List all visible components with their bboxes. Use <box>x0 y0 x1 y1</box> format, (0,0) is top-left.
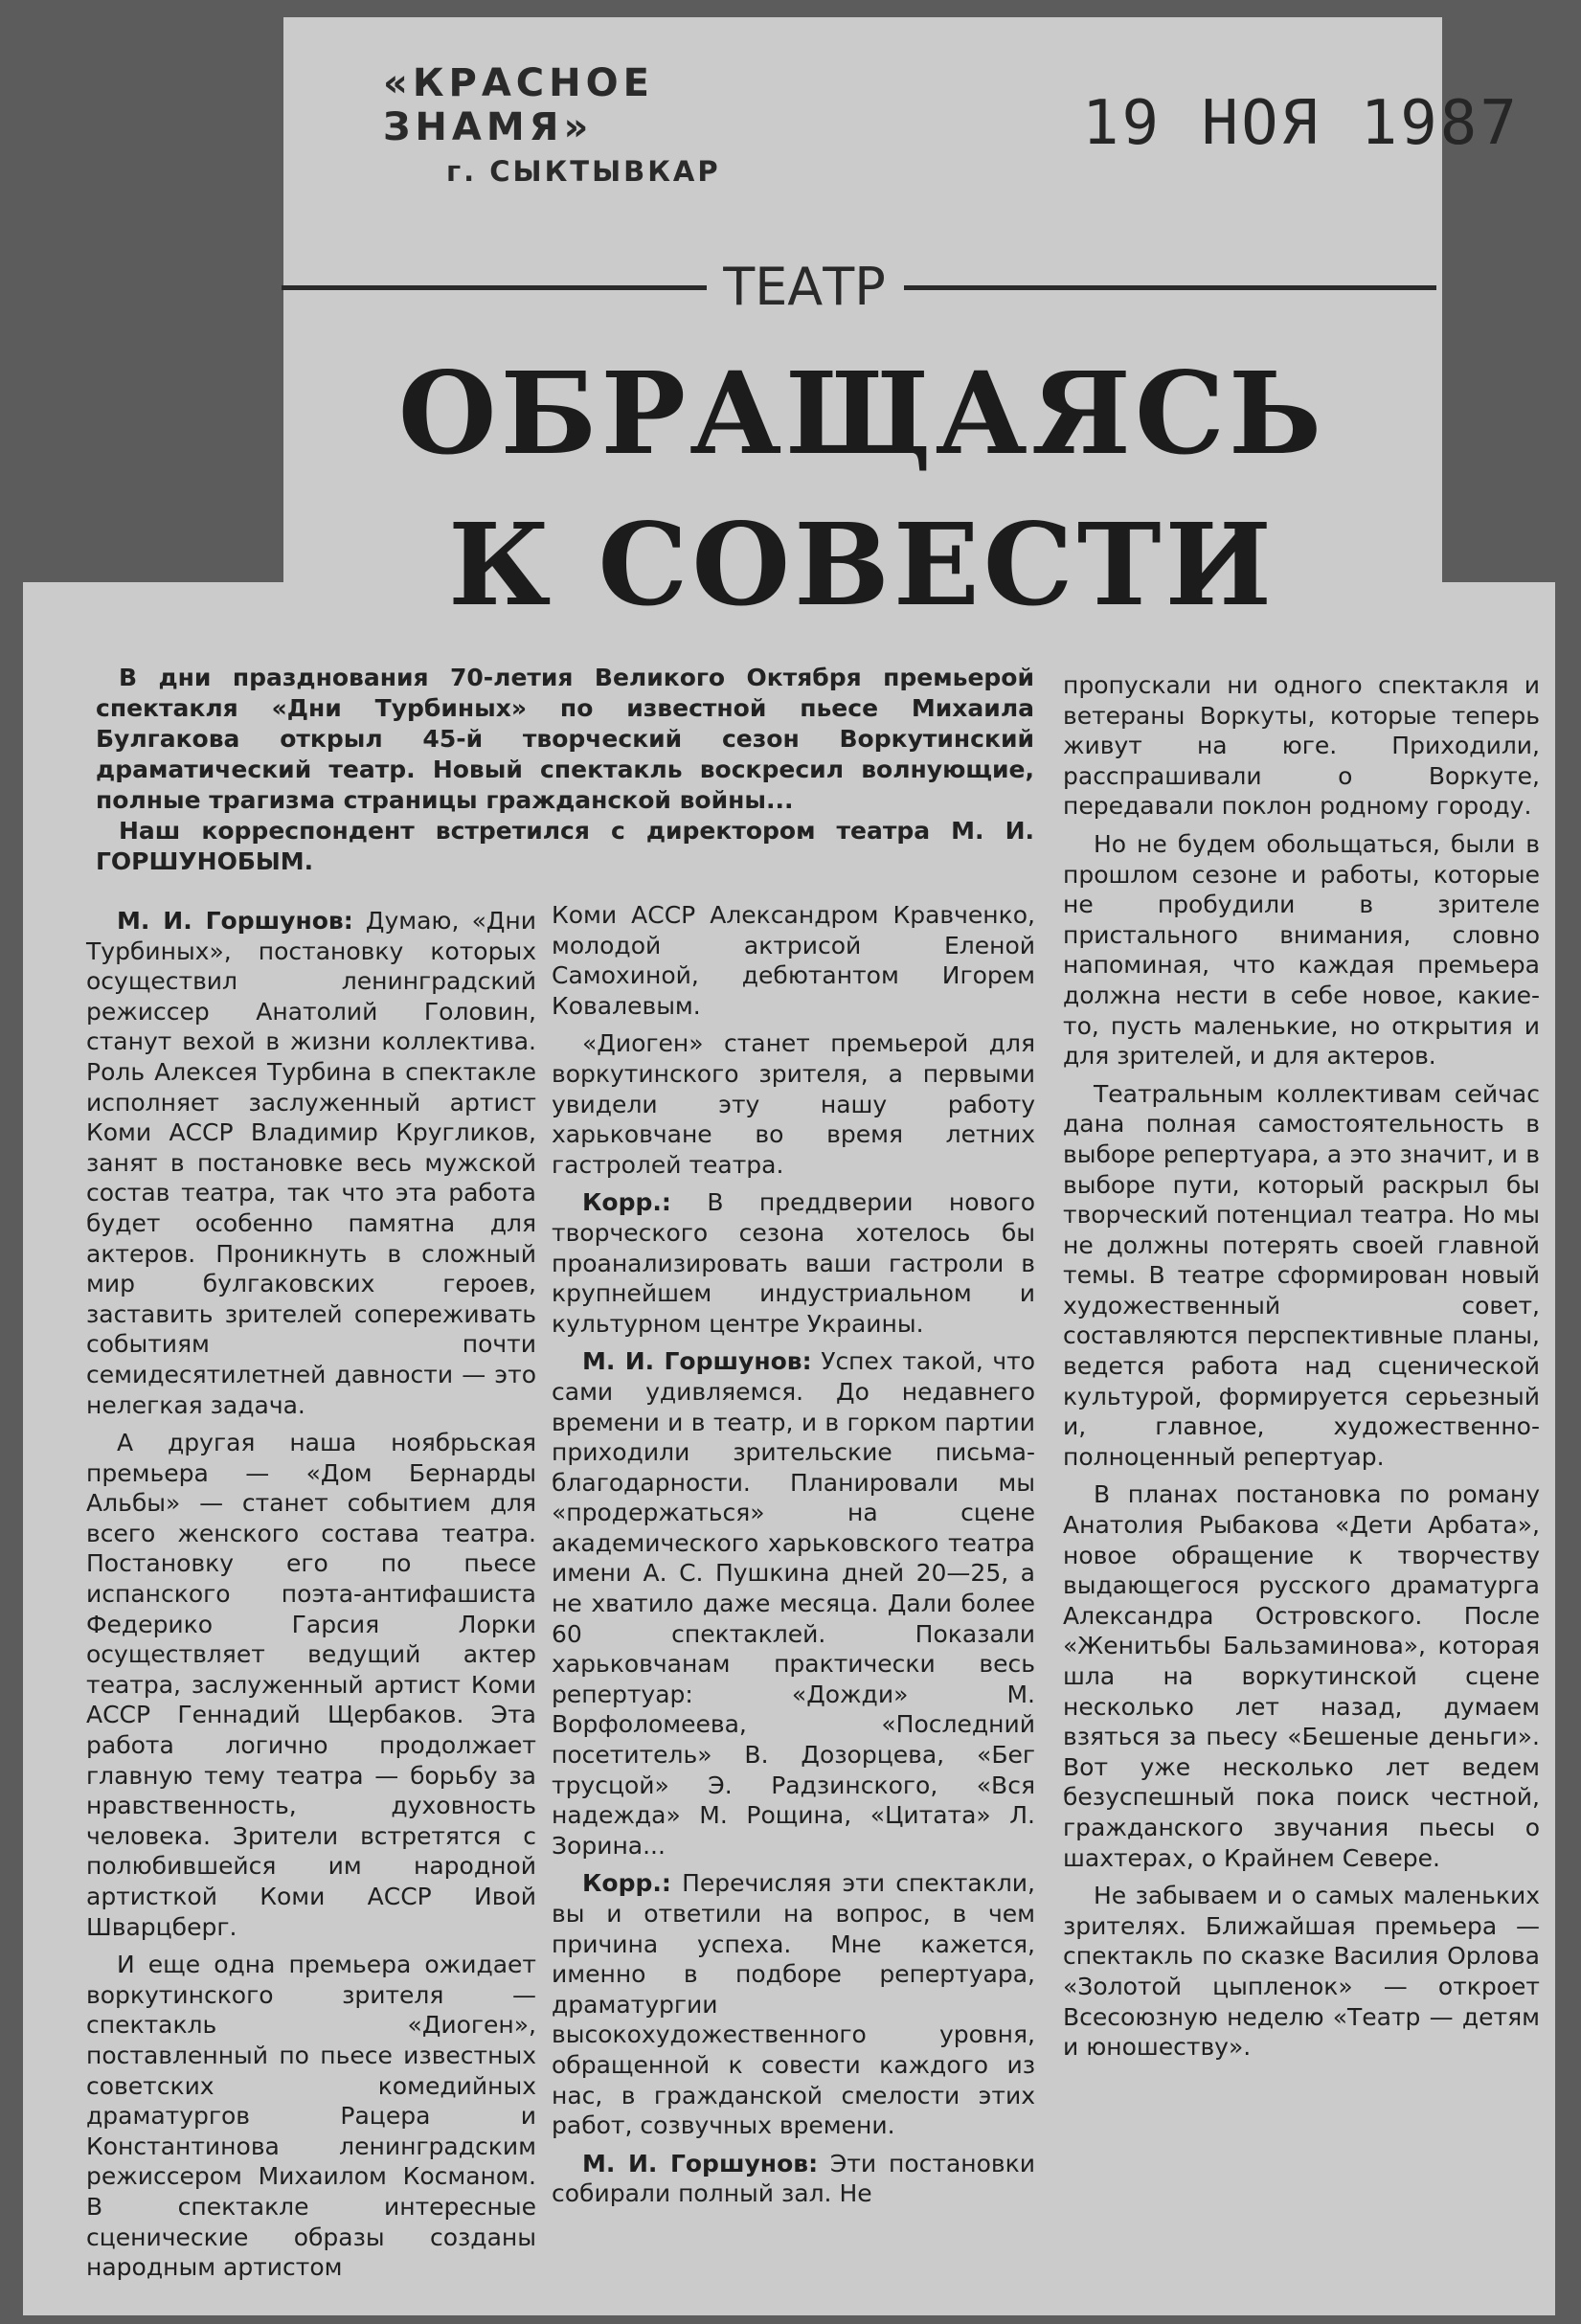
paragraph: Театральным коллективам сейчас дана полная самостоятельность в выборе репертуара, а это значит, и в выборе пути, который раскрыл бы творческий потенциал театра. Но мы не должны потерять своей главной темы. В театре сформирован новый художественный совет, составляются перспективные планы, ведется работа над сценической культурой, формируется серьезный и, главное, художественно-полноценный репертуар. <box>1063 1079 1540 1471</box>
paragraph: Но не будем обольщаться, были в прошлом сезоне и работы, которые не пробудили в зрителе пристального внимания, словно напоминая, что каждая премьера должна нести в себе новое, какие-то, пусть маленькие, но открытия и для зрителей, и для актеров. <box>1063 829 1540 1071</box>
paragraph: Не забываем и о самых маленьких зрителях. Ближайшая премьера — спектакль по сказке Василия Орлова «Золотой цыпленок» — откроет Всесоюзную неделю «Театр — детям и юношеству». <box>1063 1882 1540 2062</box>
article-column-2 <box>552 900 1035 2217</box>
headline-line-1: ОБРАЩАЯСЬ <box>397 347 1326 480</box>
paragraph: И еще одна премьера ожидает воркутинского зрителя — спектакль «Диоген», поставленный по пьесе известных советских комедийных драматургов Рацера и Константинова ленинградским режиссером Михаилом Косманом. В спектакле интересные сценические образы созданы народным артистом <box>86 1951 536 2282</box>
newspaper-stamp <box>383 61 804 188</box>
paragraph <box>552 1868 1035 2140</box>
article-column-1 <box>86 906 536 2290</box>
paragraph: В планах постановка по роману Анатолия Рыбакова «Дети Арбата», новое обращение к творчеству выдающегося русского драматурга Александра Островского. После «Женитьбы Бальзаминова», которая шла на воркутинской сцене несколько лет назад, думаем взяться за пьесу «Бешеные деньги». Вот уже несколько лет ведем безуспешный пока поиск честной, гражданского звучания пьесы о шахтерах, о Крайнем Севере. <box>1063 1480 1540 1872</box>
paragraph: А другая наша ноябрьская премьера — «Дом Бернарды Альбы» — станет событием для всего женского состава театра. Постановку его по пьесе испанского поэта-антифашиста Федерико Гарсия Лорки осуществляет ведущий актер театра, заслуженный артист Коми АССР Геннадий Щербаков. Эта работа логично продолжает главную тему театра — борьбу за нравственность, духовность человека. Зрители встретятся с полюбившейся им народной артисткой Коми АССР Ивой Шварцберг. <box>86 1429 536 1941</box>
speaker-label: М. И. Горшунов: <box>582 1347 812 1376</box>
paragraph <box>86 906 536 1420</box>
paragraph-text: Думаю, «Дни Турбиных», постановку которых осуществил ленинградский режиссер Анатолий Головин, станут вехой в жизни коллектива. Роль Алексея Турбина в спектакле исполняет заслуженный артист Коми АССР Владимир Кругликов, занят в постановке весь мужской состав театра, так что эта работа будет особенно памятна для актеров. Проникнуть в сложный мир булгаковских героев, заставить зрителей сопереживать событиям почти семидесятилетней давности — это нелегкая задача. <box>86 907 536 1419</box>
rubric-label: ТЕАТР <box>723 257 886 317</box>
speaker-label: М. И. Горшунов: <box>582 2149 819 2177</box>
paragraph-text: Перечисляя эти спектакли, вы и ответили на вопрос, в чем причина успеха. Мне кажется, именно в подборе репертуара, драматургии высокохудожественного уровня, обращенной к совести каждого из нас, в гражданской смелости этих работ, созвучных времени. <box>552 1869 1036 2140</box>
paragraph-text: Эти постановки собирали полный зал. Не <box>552 2149 1035 2208</box>
lead-paragraph: Наш корреспондент встретился с директором театра М. И. ГОРШУНОБЫМ. <box>96 817 1034 875</box>
newspaper-name: «КРАСНОЕ ЗНАМЯ» <box>383 61 654 149</box>
paragraph-text: В преддверии нового творческого сезона хотелось бы проанализировать ваши гастроли в крупнейшем индустриальном и культурном центре Украины. <box>552 1188 1035 1338</box>
paragraph: Коми АССР Александром Кравченко, молодой актрисой Еленой Самохиной, дебютантом Игорем Ковалевым. <box>552 901 1035 1020</box>
rubric-rule-left <box>282 285 707 290</box>
paragraph <box>552 2149 1035 2209</box>
headline-line-2: К СОВЕСТИ <box>447 498 1276 631</box>
article-lead <box>96 663 1034 877</box>
paragraph-text: Успех такой, что сами удивляемся. До недавнего времени и в театр, и в горком партии приходили зрительские письма-благодарности. Планировали мы «продержаться» на сцене академического харьковского театра имени А. С. Пушкина дней 20—25, а не хватило даже месяца. Дали более 60 спектаклей. Показали харьковчанам практически весь репертуар: «Дожди» М. Ворфоломеева, «Последний посетитель» В. Дозорцева, «Бег трусцой» Э. Радзинского, «Вся надежда» М. Рощина, «Цитата» Л. Зорина... <box>552 1347 1035 1860</box>
date-stamp: 19 НОЯ 1987 <box>1082 88 1520 159</box>
speaker-label: М. И. Горшунов: <box>117 907 353 935</box>
paragraph <box>552 1346 1035 1861</box>
article-column-3 <box>1063 670 1540 2070</box>
speaker-label: Корр.: <box>582 1188 671 1217</box>
lead-paragraph: В дни празднования 70-летия Великого Октября премьерой спектакля «Дни Турбиных» по известной пьесе Михаила Булгакова открыл 45-й творческий сезон Воркутинский драматический театр. Новый спектакль воскресил волнующие, полные трагизма страницы гражданской войны... <box>96 664 1034 814</box>
newspaper-city: г. СЫКТЫВКАР <box>446 155 721 188</box>
paragraph <box>552 1187 1035 1339</box>
speaker-label: Корр.: <box>582 1869 671 1898</box>
paragraph: «Диоген» станет премьерой для воркутинского зрителя, а первыми увидели эту нашу работу харьковчане во время летних гастролей театра. <box>552 1029 1035 1179</box>
paragraph: пропускали ни одного спектакля и ветераны Воркуты, которые теперь живут на юге. Приходили, расспрашивали о Воркуте, передавали поклон родному городу. <box>1063 671 1540 821</box>
rubric-rule-right <box>904 285 1436 290</box>
